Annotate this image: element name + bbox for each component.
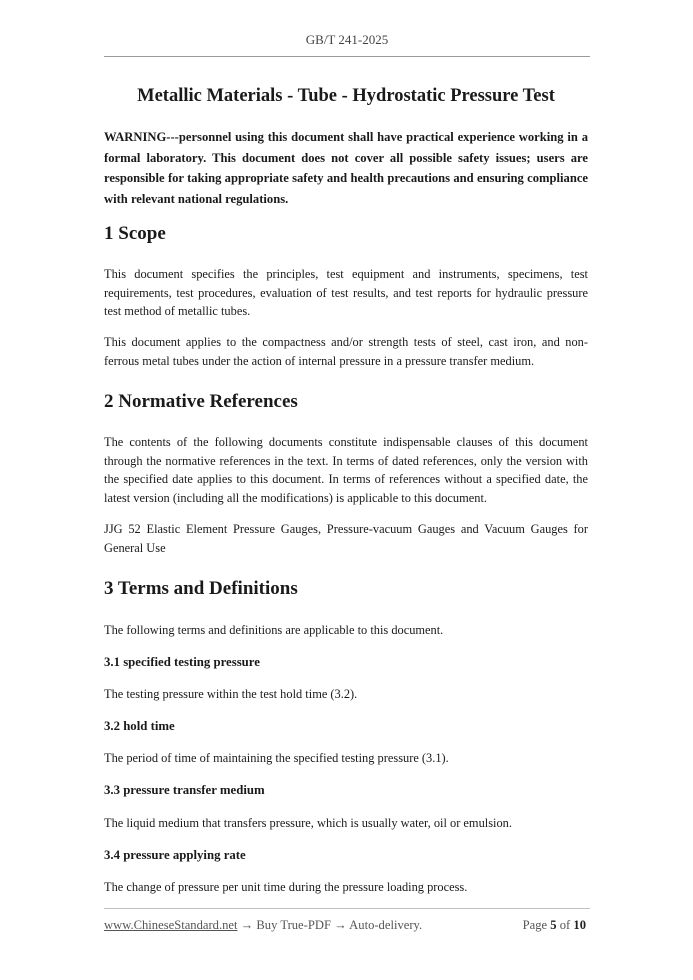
terms-intro: The following terms and definitions are applicable to this document. [104,623,444,637]
arrow-right-icon: → [334,918,347,932]
running-header [104,30,590,57]
term-definition: The change of pressure per unit time during the pressure loading process. [104,880,468,894]
scope-paragraph-2: This document applies to the compactness and/or strength tests of steel, cast iron, and non-ferrous metal tubes under the action of internal pressure in a pressure transfer medium. [104,335,588,368]
auto-delivery-text: Auto-delivery. [349,918,423,932]
footer-divider [104,908,590,909]
normative-reference-jjg52: JJG 52 Elastic Element Pressure Gauges, Pressure-vacuum Gauges and Vacuum Gauges for General Use [104,522,588,555]
document-title: Metallic Materials - Tube - Hydrostatic Pressure Test [137,86,555,106]
term-heading: 3.2 hold time [104,719,175,733]
term-heading: 3.3 pressure transfer medium [104,783,265,797]
normative-paragraph-1: The contents of the following documents constitute indispensable clauses of this document through the normative references in the text. In terms of dated references, only the version with the specified date applies to this document. In terms of references without a specified date, the latest version (including all the modifications) is applicable to this document. [104,435,588,505]
page-label: Page [522,918,548,932]
scope-paragraph-1: This document specifies the principles, test equipment and instruments, specimens, test requirements, test procedures, evaluation of test results, and test reports for hydraulic pressure test method of metallic tubes. [104,267,588,319]
page-number [523,916,586,934]
buy-true-pdf-text: Buy True-PDF [256,918,331,932]
of-label: of [559,918,571,932]
term-definition: The liquid medium that transfers pressure, which is usually water, oil or emulsion. [104,816,512,830]
arrow-right-icon: → [240,918,254,932]
site-link[interactable]: www.ChineseStandard.net [104,918,238,932]
footer-links [104,916,422,934]
section-heading-normative-references: 2 Normative References [104,391,298,412]
term-heading: 3.1 specified testing pressure [104,655,260,669]
term-definition: The testing pressure within the test hold time (3.2). [104,687,358,701]
document-code: GB/T 241-2025 [305,32,389,47]
section-heading-terms: 3 Terms and Definitions [104,578,298,599]
page-current: 5 [550,918,557,932]
section-heading-scope: 1 Scope [104,223,166,244]
warning-notice: WARNING---personnel using this document shall have practical experience working in a formal laboratory. This document does not cover all possible safety issues; users are responsible for taking appropriate safety and health precautions and ensuring compliance with relevant national regulations. [104,130,588,206]
term-heading: 3.4 pressure applying rate [104,848,246,862]
term-definition: The period of time of maintaining the specified testing pressure (3.1). [104,751,449,765]
page-total: 10 [573,918,586,932]
